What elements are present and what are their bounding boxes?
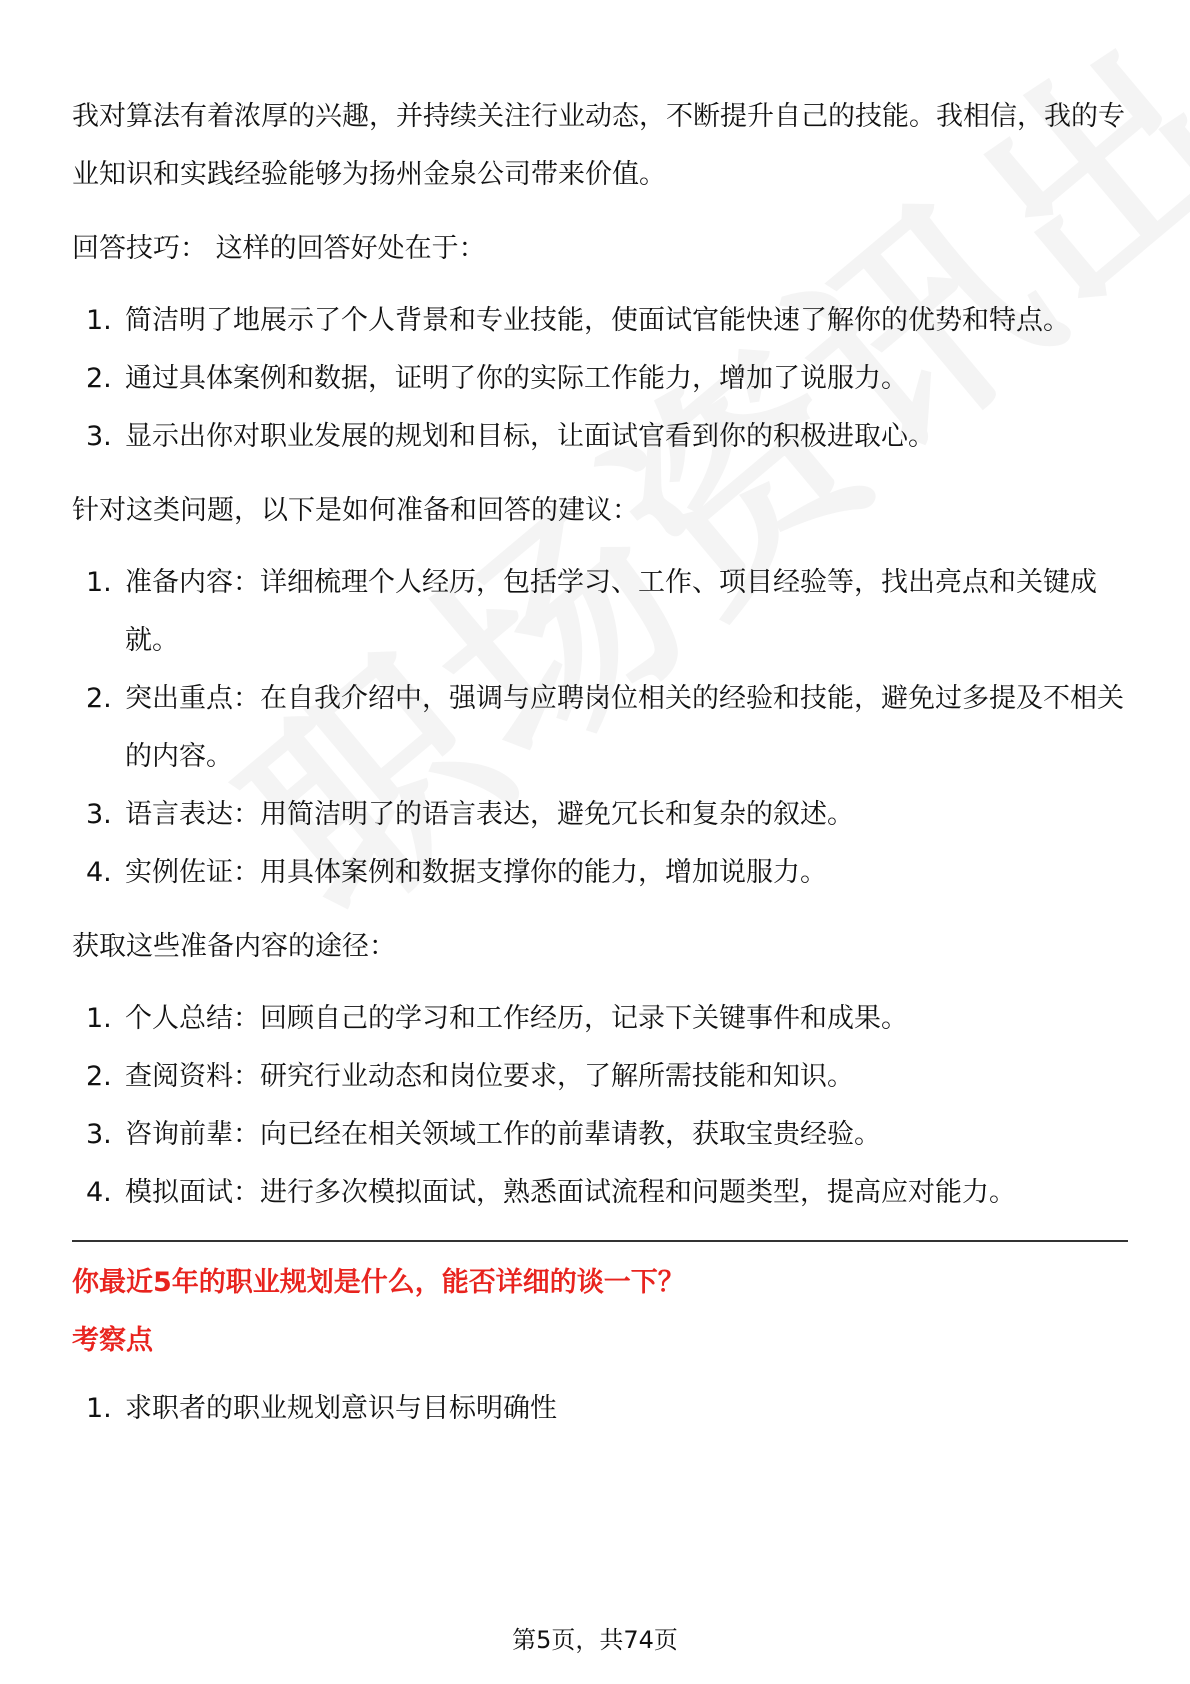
list-number: 1. <box>86 1003 112 1034</box>
list-item <box>72 1164 1128 1222</box>
list-number: 1. <box>86 305 112 336</box>
list-item-text: 显示出你对职业发展的规划和目标，让面试官看到你的积极进取心。 <box>125 421 935 452</box>
list-number: 4. <box>86 1177 112 1208</box>
list-item <box>72 350 1128 408</box>
tips-heading: 回答技巧： 这样的回答好处在于： <box>72 233 486 264</box>
list-item <box>72 408 1128 466</box>
tips-list <box>72 292 1128 466</box>
list-item-text: 个人总结：回顾自己的学习和工作经历，记录下关键事件和成果。 <box>125 1003 908 1034</box>
sources-heading: 获取这些准备内容的途径： <box>72 931 396 962</box>
list-item <box>72 786 1128 844</box>
intro-paragraph: 我对算法有着浓厚的兴趣，并持续关注行业动态，不断提升自己的技能。我相信，我的专业知识和实践经验能够为扬州金泉公司带来价值。 <box>72 101 1125 190</box>
list-item-text: 实例佐证：用具体案例和数据支撑你的能力，增加说服力。 <box>125 857 827 888</box>
list-item <box>72 1048 1128 1106</box>
list-item-text: 咨询前辈：向已经在相关领域工作的前辈请教，获取宝贵经验。 <box>125 1119 881 1150</box>
list-item-text: 语言表达：用简洁明了的语言表达，避免冗长和复杂的叙述。 <box>125 799 854 830</box>
list-item-text: 模拟面试：进行多次模拟面试，熟悉面试流程和问题类型，提高应对能力。 <box>125 1177 1016 1208</box>
list-item <box>72 1106 1128 1164</box>
advice-list <box>72 554 1128 902</box>
list-number: 3. <box>86 421 112 452</box>
page-footer: 第5页，共74页 <box>512 1626 678 1654</box>
list-number: 3. <box>86 799 112 830</box>
sources-list <box>72 990 1128 1222</box>
page-content <box>72 88 1128 1438</box>
focus-heading: 考察点 <box>72 1325 153 1356</box>
list-number: 2. <box>86 683 112 714</box>
advice-heading: 针对这类问题，以下是如何准备和回答的建议： <box>72 495 639 526</box>
list-number: 2. <box>86 1061 112 1092</box>
list-item-text: 简洁明了地展示了个人背景和专业技能，使面试官能快速了解你的优势和特点。 <box>125 305 1070 336</box>
list-item-text: 求职者的职业规划意识与目标明确性 <box>125 1393 557 1424</box>
list-item-text: 查阅资料：研究行业动态和岗位要求，了解所需技能和知识。 <box>125 1061 854 1092</box>
list-item <box>72 670 1128 786</box>
list-item <box>72 292 1128 350</box>
list-item <box>72 844 1128 902</box>
list-number: 3. <box>86 1119 112 1150</box>
list-item-text: 通过具体案例和数据，证明了你的实际工作能力，增加了说服力。 <box>125 363 908 394</box>
list-item <box>72 554 1128 670</box>
list-item <box>72 1380 1128 1438</box>
section-divider <box>72 1240 1128 1242</box>
question-heading: 你最近5年的职业规划是什么，能否详细的谈一下？ <box>72 1267 685 1298</box>
list-item-text: 准备内容：详细梳理个人经历，包括学习、工作、项目经验等，找出亮点和关键成就。 <box>125 567 1097 656</box>
focus-list <box>72 1380 1128 1438</box>
list-number: 1. <box>86 567 112 598</box>
list-number: 2. <box>86 363 112 394</box>
list-item <box>72 990 1128 1048</box>
list-number: 1. <box>86 1393 112 1424</box>
list-item-text: 突出重点：在自我介绍中，强调与应聘岗位相关的经验和技能，避免过多提及不相关的内容。 <box>125 683 1124 772</box>
list-number: 4. <box>86 857 112 888</box>
